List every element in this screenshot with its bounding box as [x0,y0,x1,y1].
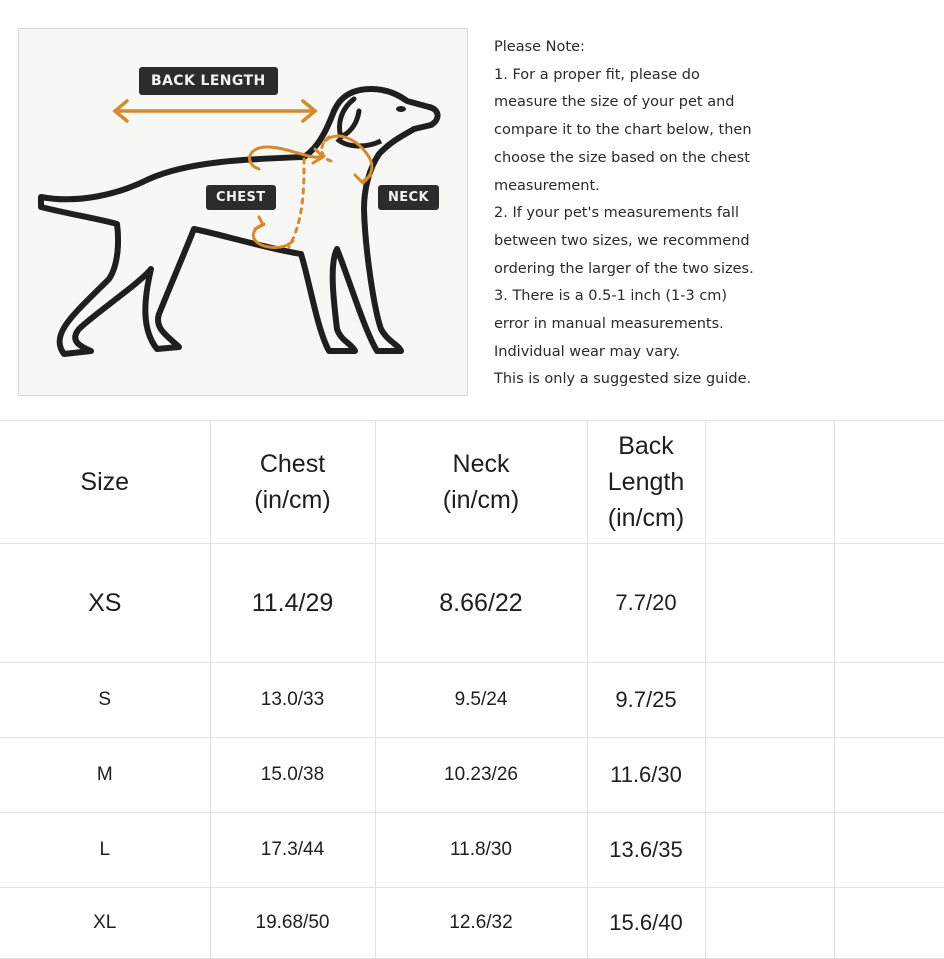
cell-neck: 12.6/32 [375,888,587,959]
empty-cell [705,544,834,663]
empty-cell [834,663,944,738]
cell-chest: 13.0/33 [210,663,375,738]
cell-neck: 8.66/22 [375,544,587,663]
empty-cell [705,421,834,544]
header-neck [375,421,587,544]
note-line: Individual wear may vary. [494,343,681,360]
cell-neck: 10.23/26 [375,738,587,813]
cell-chest: 19.68/50 [210,888,375,959]
dog-silhouette [41,89,438,354]
dog-measurement-diagram [18,28,468,396]
note-line: This is only a suggested size guide. [494,371,752,388]
empty-cell [834,888,944,959]
cell-neck: 9.5/24 [375,663,587,738]
cell-size: M [0,738,210,813]
note-line: 1. For a proper fit, please do [494,66,700,83]
cell-size: XS [0,544,210,663]
header-back-unit: (in/cm) [607,504,685,532]
dog-eye [396,106,406,112]
note-heading: Please Note: [494,39,585,55]
empty-cell [705,813,834,888]
cell-chest: 15.0/38 [210,738,375,813]
cell-back-length: 7.7/20 [587,544,705,663]
note-line: ordering the larger of the two sizes. [494,260,754,277]
header-size: Size [0,421,210,544]
cell-chest: 11.4/29 [210,544,375,663]
empty-cell [834,738,944,813]
size-note [494,34,934,394]
note-line: 2. If your pet's measurements fall [494,205,739,222]
table-row [0,888,944,959]
note-line: error in manual measurements. [494,316,724,333]
cell-size: XL [0,888,210,959]
header-neck-line: Neck [452,450,510,478]
cell-back-length: 13.6/35 [587,813,705,888]
empty-cell [705,738,834,813]
note-line: measure the size of your pet and [494,94,735,111]
empty-cell [705,888,834,959]
table-row [0,663,944,738]
cell-back-length: 11.6/30 [587,738,705,813]
cell-back-length: 15.6/40 [587,888,705,959]
chest-label: CHEST [206,185,276,210]
table-row [0,813,944,888]
table-header-row [0,421,944,544]
header-chest-line: Chest [259,450,326,478]
cell-chest: 17.3/44 [210,813,375,888]
empty-cell [705,663,834,738]
back-length-arrow [115,101,315,121]
table-row [0,738,944,813]
cell-size: S [0,663,210,738]
size-chart-table [0,420,944,959]
header-back-line: Length [607,468,685,496]
note-line: choose the size based on the chest [494,149,750,166]
cell-back-length: 9.7/25 [587,663,705,738]
table-row [0,544,944,663]
empty-cell [834,544,944,663]
cell-size: L [0,813,210,888]
empty-cell [834,813,944,888]
dog-ear [340,99,359,137]
header-neck-unit: (in/cm) [442,486,520,514]
neck-label: NECK [378,185,439,210]
header-chest-unit: (in/cm) [254,486,331,514]
note-line: measurement. [494,177,600,194]
note-line: compare it to the chart below, then [494,122,752,139]
header-back-length [587,421,705,544]
back-length-label: BACK LENGTH [139,67,278,95]
note-line: 3. There is a 0.5-1 inch (1-3 cm) [494,288,728,305]
note-line: between two sizes, we recommend [494,232,750,249]
header-back-line: Back [618,432,674,460]
empty-cell [834,421,944,544]
cell-neck: 11.8/30 [375,813,587,888]
header-chest [210,421,375,544]
